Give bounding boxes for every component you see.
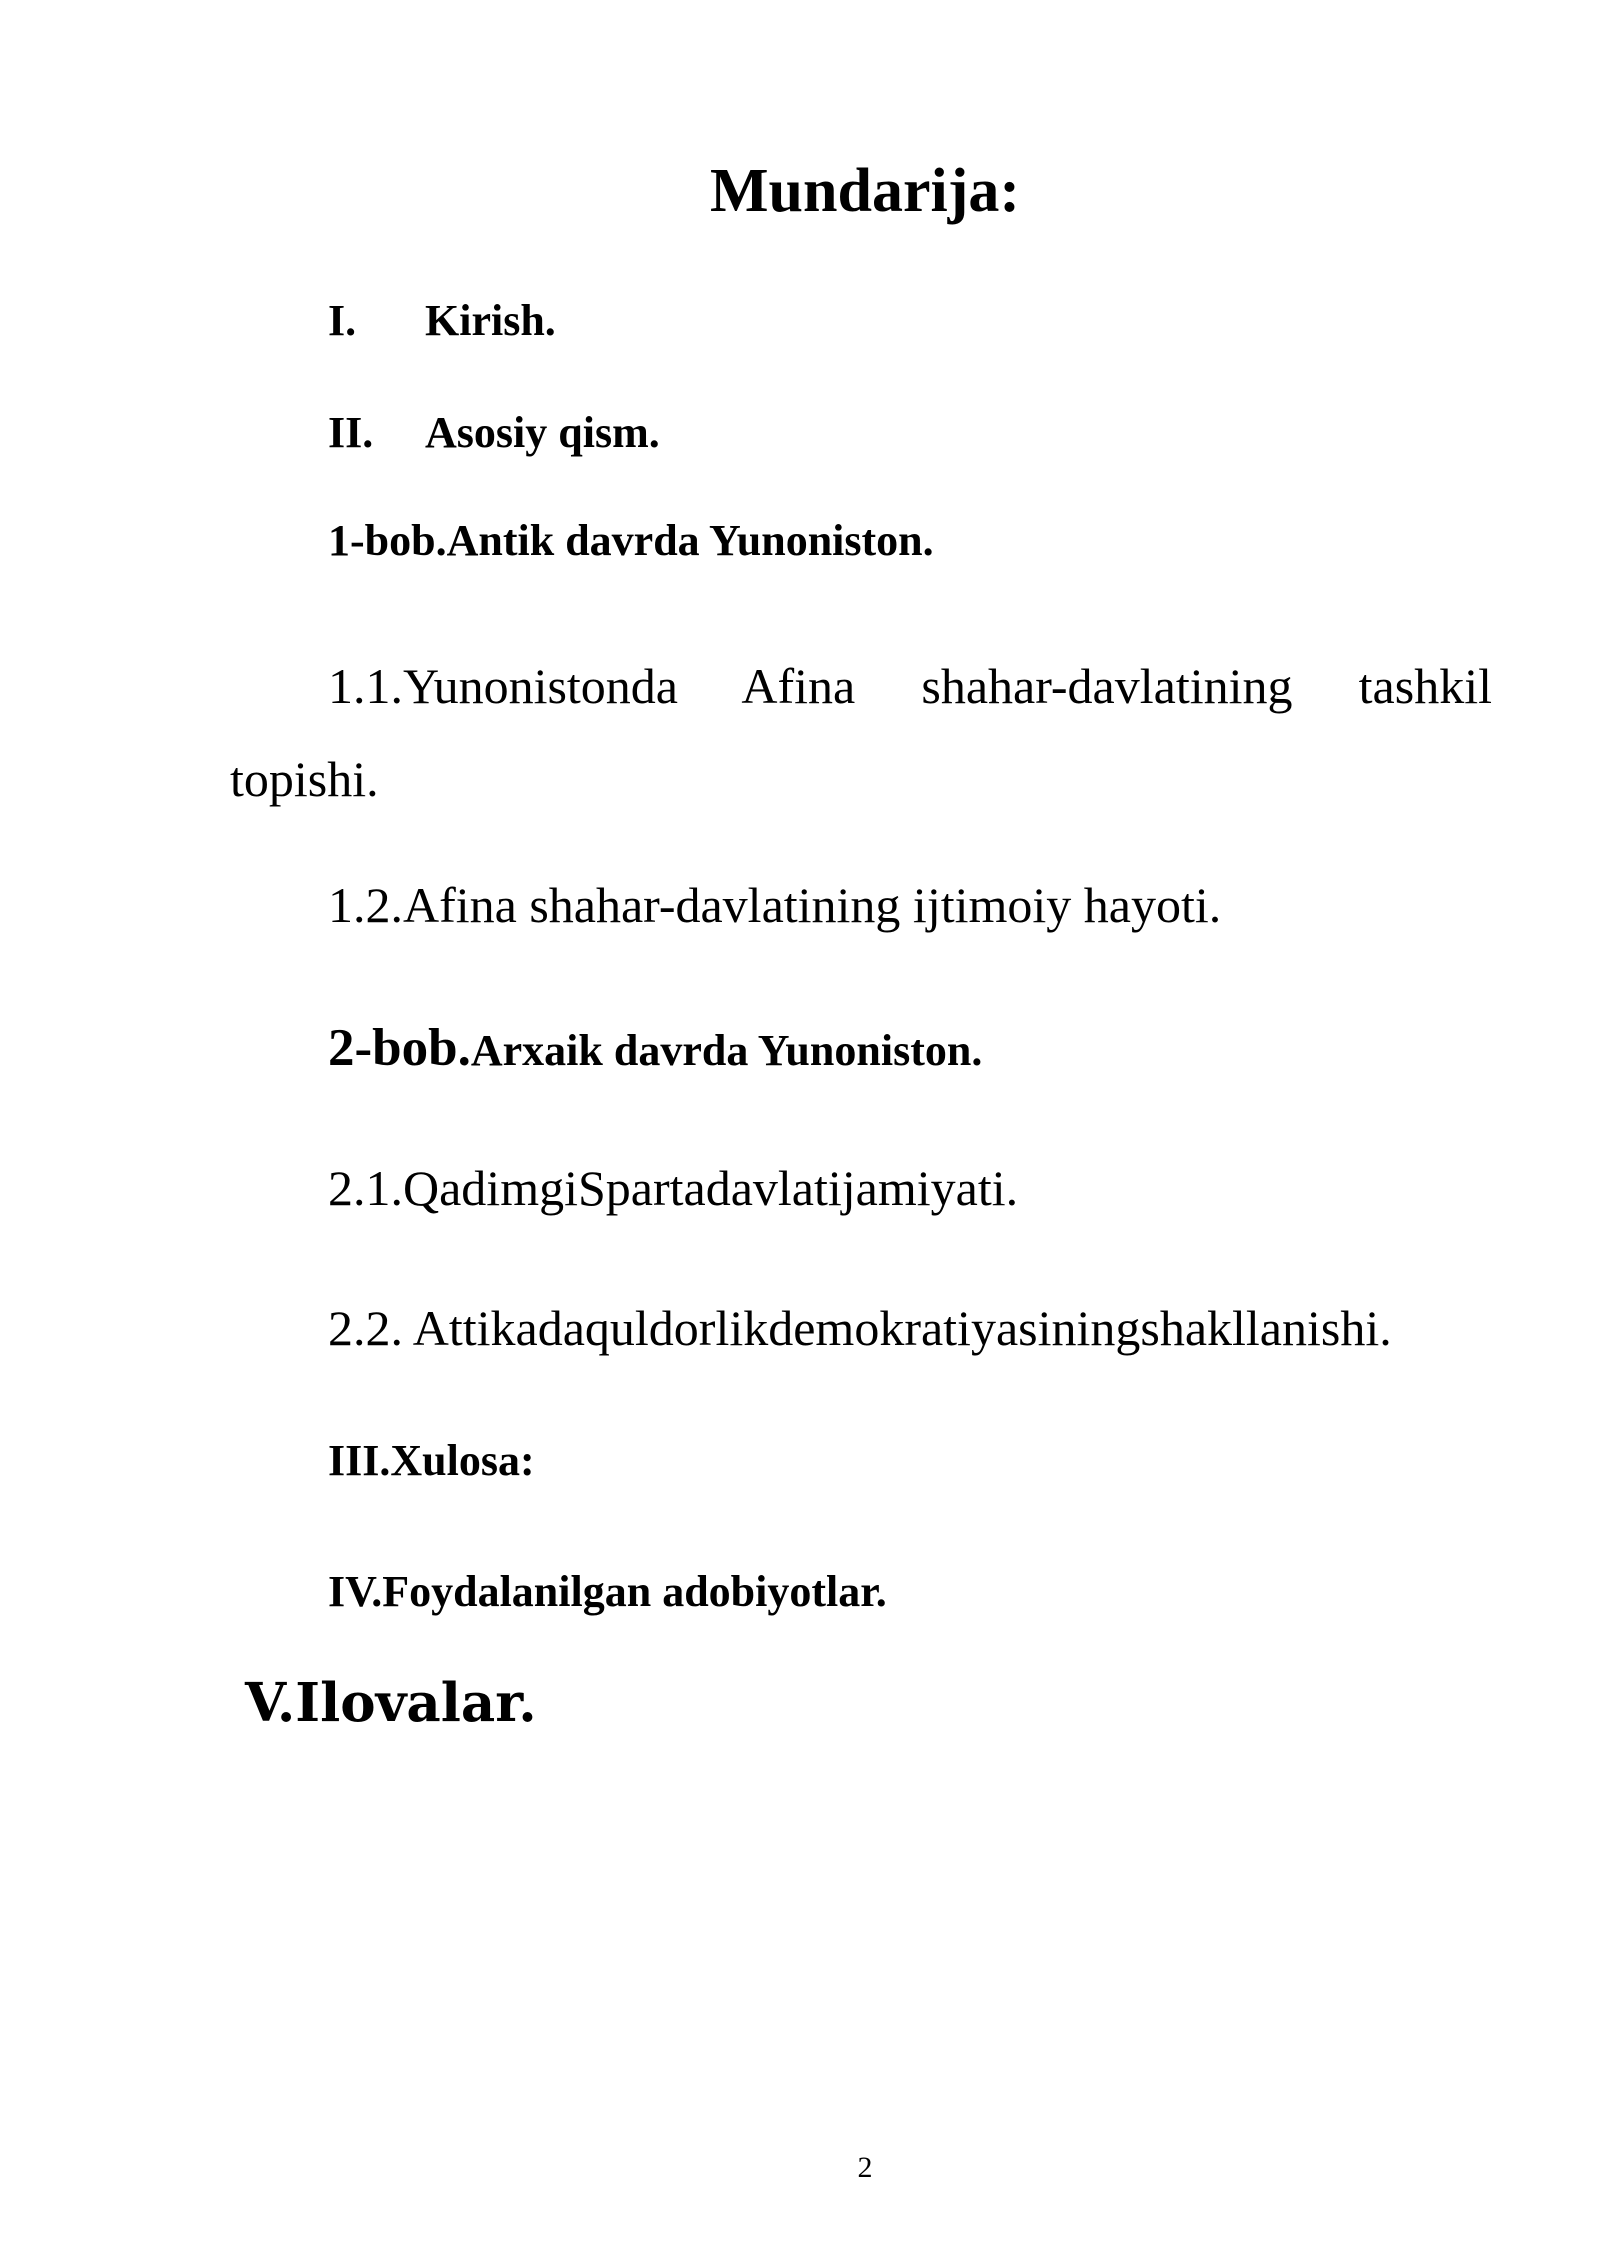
toc-entry-adabiyotlar: IV.Foydalanilgan adobiyotlar. (328, 1567, 887, 1616)
toc-entry-chapter-1: 1-bob.Antik davrda Yunoniston. (328, 516, 934, 565)
toc-entry-label: Kirish. (425, 296, 556, 345)
toc-entry-kirish (328, 295, 556, 347)
toc-entry-number: II. (328, 408, 374, 457)
toc-entry-label: Asosiy qism. (425, 408, 660, 457)
toc-entry-section-1-1: 1.1.Yunonistonda Afina shahar-davlatining tashkil topishi. (230, 658, 1492, 807)
page-number: 2 (857, 2151, 873, 2184)
toc-entry-chapter-2 (328, 1018, 982, 1081)
toc-entry-ilovalar: V.Ilovalar. (245, 1672, 537, 1734)
toc-entry-xulosa: III.Xulosa: (328, 1436, 535, 1485)
toc-entry-asosiy-qism (328, 407, 660, 459)
toc-entry-number: I. (328, 296, 357, 345)
toc-entry-prefix: 2-bob. (328, 1019, 471, 1077)
toc-entry-section-1-2: 1.2.Afina shahar-davlatining ijtimoiy hayoti. (328, 877, 1222, 933)
toc-entry-section-2-1: 2.1.QadimgiSpartadavlatijamiyati. (328, 1160, 1019, 1216)
toc-entry-label: Arxaik davrda Yunoniston. (470, 1026, 983, 1075)
toc-entry-section-2-2: 2.2. Attikadaquldorlikdemokratiyasiningshakllanishi. (328, 1300, 1392, 1356)
page-title: Mundarija: (710, 157, 1020, 225)
